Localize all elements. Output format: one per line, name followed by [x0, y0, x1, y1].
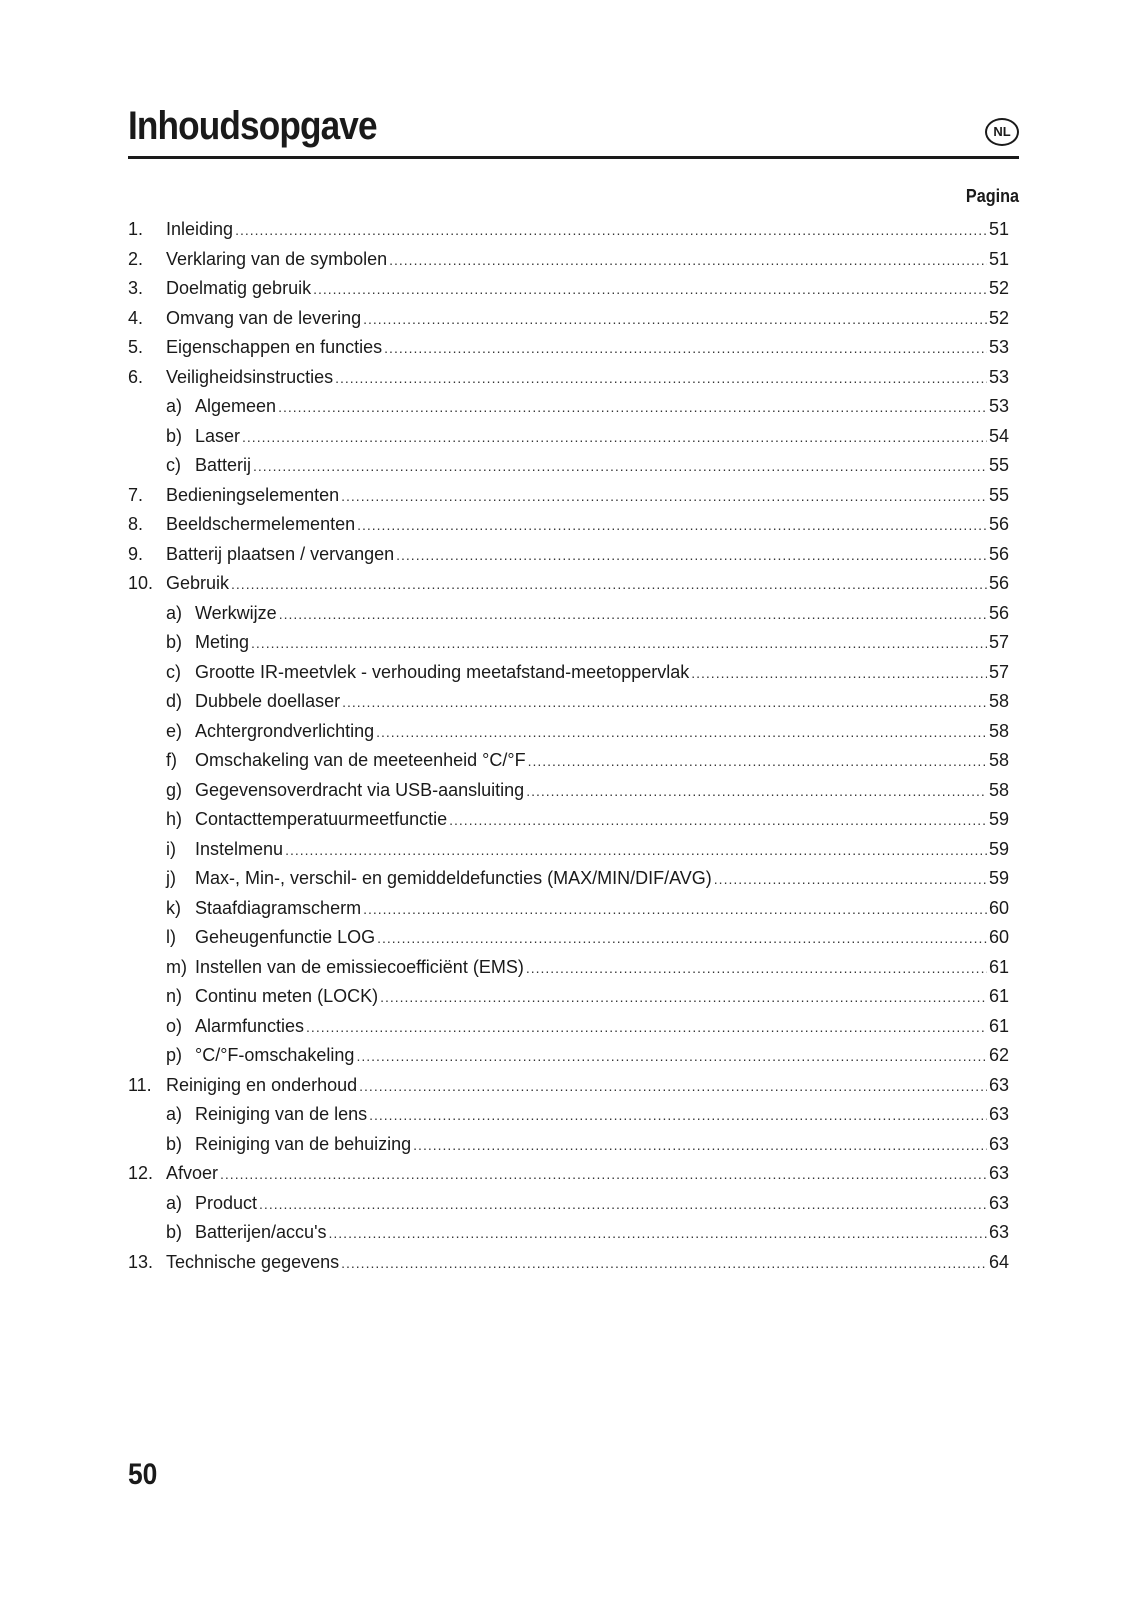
toc-entry-label: Inleiding — [166, 219, 234, 239]
toc-entry[interactable] — [128, 717, 1019, 747]
toc-entry-page: 58 — [988, 720, 1009, 741]
toc-entry-number: p) — [166, 1045, 183, 1065]
toc-entry-number: b) — [166, 632, 183, 652]
toc-entry-label: Instelmenu — [195, 838, 284, 859]
toc-entry-number: 12. — [128, 1163, 154, 1183]
toc-entry-label: Dubbele doellaser — [195, 691, 341, 711]
toc-entry-page: 56 — [988, 514, 1009, 534]
toc-entry[interactable] — [128, 864, 1019, 894]
toc-entry-number: 7. — [128, 484, 144, 505]
toc-entry-line — [195, 894, 1019, 925]
toc-entry-number: i) — [166, 838, 176, 859]
toc-entry-number: a) — [166, 1104, 183, 1124]
dot-leader — [231, 570, 987, 600]
toc-entry-number: 5. — [128, 337, 144, 357]
dot-leader — [313, 275, 987, 305]
toc-entry-line — [166, 274, 1019, 305]
toc-entry-page: 60 — [988, 897, 1009, 918]
toc-entry-page: 61 — [988, 1015, 1009, 1036]
toc-entry-label: Alarmfuncties — [195, 1015, 305, 1036]
toc-entry-line — [195, 864, 1019, 895]
toc-entry[interactable] — [128, 1100, 1019, 1130]
dot-leader — [251, 629, 987, 659]
dot-leader — [413, 1131, 987, 1161]
toc-entry-line — [195, 746, 1019, 777]
dot-leader — [278, 393, 987, 423]
toc-entry-line — [195, 982, 1019, 1013]
dot-leader — [714, 865, 987, 895]
toc-entry[interactable] — [128, 451, 1019, 481]
toc-entry-page: 60 — [988, 927, 1009, 947]
toc-entry-line — [195, 953, 1019, 984]
toc-entry-label: Eigenschappen en functies — [166, 337, 383, 357]
toc-entry-number: a) — [166, 396, 183, 416]
toc-entry-page: 53 — [988, 366, 1009, 387]
toc-entry-number: o) — [166, 1015, 183, 1036]
dot-leader — [369, 1101, 987, 1131]
toc-entry-page: 63 — [988, 1104, 1009, 1124]
toc-entry-page: 58 — [988, 779, 1009, 800]
toc-entry-label: Reiniging van de lens — [195, 1104, 368, 1124]
toc-entry-page: 53 — [988, 396, 1009, 416]
toc-entry[interactable] — [128, 953, 1019, 983]
toc-entry[interactable] — [128, 1012, 1019, 1042]
toc-entry-number: 9. — [128, 543, 144, 564]
toc-entry-line — [195, 451, 1019, 482]
toc-entry-label: Meting — [195, 632, 250, 652]
toc-entry-label: Gebruik — [166, 573, 230, 593]
dot-leader — [359, 1072, 987, 1102]
toc-entry-page: 56 — [988, 602, 1009, 623]
toc-entry-number: b) — [166, 425, 183, 446]
toc-entry-page: 63 — [988, 1222, 1009, 1242]
toc-entry[interactable] — [128, 333, 1019, 363]
toc-entry[interactable] — [128, 923, 1019, 953]
dot-leader — [235, 216, 987, 246]
toc-entry[interactable] — [128, 628, 1019, 658]
toc-entry-page: 51 — [988, 248, 1009, 269]
toc-entry[interactable] — [128, 363, 1019, 393]
toc-entry-line — [166, 1248, 1019, 1279]
dot-leader — [259, 1190, 987, 1220]
toc-entry-line — [166, 481, 1019, 512]
toc-entry-label: Technische gegevens — [166, 1251, 340, 1272]
toc-entry-page: 59 — [988, 809, 1009, 829]
toc-entry-line — [195, 422, 1019, 453]
toc-entry-label: Verklaring van de symbolen — [166, 248, 388, 269]
toc-entry-label: Afvoer — [166, 1163, 219, 1183]
dot-leader — [363, 305, 987, 335]
toc-entry-page: 61 — [988, 986, 1009, 1006]
dot-leader — [377, 924, 987, 954]
toc-entry-label: Beeldschermelementen — [166, 514, 356, 534]
dot-leader — [526, 954, 987, 984]
toc-entry[interactable] — [128, 1218, 1019, 1248]
toc-entry-line — [166, 333, 1019, 364]
toc-entry-page: 61 — [988, 956, 1009, 977]
dot-leader — [242, 423, 987, 453]
toc-entry-number: n) — [166, 986, 183, 1006]
toc-entry-label: Staafdiagramscherm — [195, 897, 362, 918]
toc-entry[interactable] — [128, 1189, 1019, 1219]
toc-entry-number: f) — [166, 750, 177, 770]
toc-entry-number: l) — [166, 927, 176, 947]
toc-entry-line — [195, 835, 1019, 866]
toc-entry[interactable] — [128, 687, 1019, 717]
toc-entry-number: a) — [166, 1192, 183, 1213]
toc-entry-number: h) — [166, 809, 183, 829]
toc-entry-line — [166, 215, 1019, 246]
toc-entry[interactable] — [128, 392, 1019, 422]
toc-entry-line — [195, 717, 1019, 748]
toc-entry-page: 55 — [988, 484, 1009, 505]
toc-entry-number: b) — [166, 1133, 183, 1154]
toc-entry[interactable] — [128, 1248, 1019, 1278]
toc-entry-number: a) — [166, 602, 183, 623]
toc-entry-number: 11. — [128, 1074, 152, 1095]
toc-entry-line — [166, 363, 1019, 394]
dot-leader — [341, 1249, 987, 1279]
toc-entry[interactable] — [128, 569, 1019, 599]
toc-entry-label: Bedieningselementen — [166, 484, 340, 505]
toc-entry-page: 63 — [988, 1163, 1009, 1183]
toc-entry-page: 59 — [988, 838, 1009, 859]
toc-entry-page: 53 — [988, 337, 1009, 357]
toc-entry-page: 57 — [988, 661, 1009, 682]
toc-entry-number: c) — [166, 661, 181, 682]
toc-entry-label: Achtergrondverlichting — [195, 720, 375, 741]
toc-entry-line — [195, 1100, 1019, 1131]
toc-entry-line — [195, 1130, 1019, 1161]
toc-entry-line — [195, 658, 1019, 689]
toc-entry-label: Laser — [195, 425, 241, 446]
dot-leader — [253, 452, 987, 482]
toc-entry-page: 63 — [988, 1074, 1009, 1095]
toc-entry[interactable] — [128, 1041, 1019, 1071]
toc-entry[interactable] — [128, 1130, 1019, 1160]
toc-entry-label: °C/°F-omschakeling — [195, 1045, 355, 1065]
toc-entry-page: 52 — [988, 278, 1009, 298]
toc-entry-number: 1. — [128, 219, 144, 239]
toc-entry-line — [166, 510, 1019, 541]
dot-leader — [526, 777, 987, 807]
toc-entry-number: 10. — [128, 573, 154, 593]
toc-entry-line — [166, 304, 1019, 335]
toc-entry-line — [166, 540, 1019, 571]
toc-entry[interactable] — [128, 1159, 1019, 1189]
toc-entry-label: Werkwijze — [195, 602, 277, 623]
toc-entry-line — [166, 245, 1019, 276]
toc-entry[interactable] — [128, 245, 1019, 275]
language-badge: NL — [985, 118, 1019, 146]
dot-leader — [335, 364, 987, 394]
toc-entry-label: Batterijen/accu's — [195, 1222, 327, 1242]
toc-entry[interactable] — [128, 746, 1019, 776]
toc-entry-label: Omschakeling van de meeteenheid °C/°F — [195, 750, 526, 770]
dot-leader — [357, 511, 987, 541]
toc-entry-label: Doelmatig gebruik — [166, 278, 312, 298]
dot-leader — [528, 747, 987, 777]
toc-entry-number: d) — [166, 691, 183, 711]
toc-entry-label: Gegevensoverdracht via USB-aansluiting — [195, 779, 525, 800]
toc-entry-label: Batterij plaatsen / vervangen — [166, 543, 395, 564]
toc-entry-label: Max-, Min-, verschil- en gemiddeldefuncties (MAX/MIN/DIF/AVG) — [195, 868, 712, 888]
toc-entry-page: 56 — [988, 543, 1009, 564]
dot-leader — [220, 1160, 987, 1190]
toc-entry[interactable] — [128, 422, 1019, 452]
toc-entry-number: g) — [166, 779, 183, 800]
dot-leader — [449, 806, 987, 836]
toc-entry[interactable] — [128, 776, 1019, 806]
toc-entry-line — [195, 805, 1019, 836]
toc-entry-page: 59 — [988, 868, 1009, 888]
toc-entry[interactable] — [128, 805, 1019, 835]
toc-entry-label: Continu meten (LOCK) — [195, 986, 379, 1006]
toc-entry-line — [195, 687, 1019, 718]
dot-leader — [356, 1042, 987, 1072]
toc-entry-line — [195, 1189, 1019, 1220]
dot-leader — [376, 718, 987, 748]
toc-entry-label: Instellen van de emissiecoefficiënt (EMS) — [195, 956, 524, 977]
toc-entry-line — [195, 599, 1019, 630]
toc-entry-number: e) — [166, 720, 183, 741]
toc-entry-line — [195, 1218, 1019, 1249]
toc-entry-line — [166, 569, 1019, 600]
dot-leader — [329, 1219, 987, 1249]
toc-entry-label: Grootte IR-meetvlek - verhouding meetafstand-meetoppervlak — [195, 661, 690, 682]
toc-entry[interactable] — [128, 658, 1019, 688]
toc-entry[interactable] — [128, 481, 1019, 511]
toc-entry[interactable] — [128, 894, 1019, 924]
toc-entry-label: Reiniging en onderhoud — [166, 1074, 358, 1095]
toc-entry-line — [166, 1071, 1019, 1102]
dot-leader — [306, 1013, 987, 1043]
toc-entry-label: Contacttemperatuurmeetfunctie — [195, 809, 448, 829]
toc-entry[interactable] — [128, 304, 1019, 334]
toc-entry-line — [195, 1012, 1019, 1043]
toc-entry-label: Algemeen — [195, 396, 277, 416]
toc-entry[interactable] — [128, 215, 1019, 245]
toc-entry-page: 64 — [988, 1251, 1009, 1272]
dot-leader — [342, 688, 987, 718]
toc-entry-line — [166, 1159, 1019, 1190]
dot-leader — [396, 541, 987, 571]
toc-entry-label: Omvang van de levering — [166, 307, 362, 328]
toc-entry[interactable] — [128, 540, 1019, 570]
toc-entry-page: 58 — [988, 750, 1009, 770]
dot-leader — [691, 659, 987, 689]
toc-entry-line — [195, 1041, 1019, 1072]
toc-entry-number: 3. — [128, 278, 144, 298]
dot-leader — [389, 246, 987, 276]
toc-entry[interactable] — [128, 274, 1019, 304]
dot-leader — [384, 334, 987, 364]
toc-entry[interactable] — [128, 835, 1019, 865]
toc-entry-number: b) — [166, 1222, 183, 1242]
toc-entry-page: 51 — [988, 219, 1009, 239]
toc-entry-number: 13. — [128, 1251, 154, 1272]
toc-entry-page: 63 — [988, 1192, 1009, 1213]
toc-entry-page: 57 — [988, 632, 1009, 652]
toc-entry-page: 52 — [988, 307, 1009, 328]
toc-entry-label: Product — [195, 1192, 258, 1213]
toc-entry-page: 54 — [988, 425, 1009, 446]
toc-entry-number: 2. — [128, 248, 144, 269]
page-number: 50 — [128, 1458, 158, 1491]
toc-entry-line — [195, 392, 1019, 423]
toc-entry-line — [195, 776, 1019, 807]
toc-entry-line — [195, 628, 1019, 659]
toc-entry-number: c) — [166, 455, 181, 475]
toc-entry-number: m) — [166, 956, 187, 977]
dot-leader — [341, 482, 987, 512]
toc-entry[interactable] — [128, 982, 1019, 1012]
toc-entry[interactable] — [128, 599, 1019, 629]
toc-entry-label: Batterij — [195, 455, 252, 475]
toc-entry-number: 8. — [128, 514, 144, 534]
dot-leader — [285, 836, 987, 866]
toc-entry-label: Veiligheidsinstructies — [166, 366, 334, 387]
toc-entry-label: Reiniging van de behuizing — [195, 1133, 412, 1154]
page-title: Inhoudsopgave — [128, 104, 377, 148]
toc-entry[interactable] — [128, 1071, 1019, 1101]
page-column-label: Pagina — [965, 186, 1019, 206]
dot-leader — [279, 600, 987, 630]
toc-entry-page: 62 — [988, 1045, 1009, 1065]
toc-entry-page: 63 — [988, 1133, 1009, 1154]
toc-entry-page: 58 — [988, 691, 1009, 711]
toc-entry-number: j) — [166, 868, 176, 888]
toc-entry-page: 55 — [988, 455, 1009, 475]
title-underline — [128, 156, 1019, 159]
toc-entry-number: k) — [166, 897, 181, 918]
toc-entry-label: Geheugenfunctie LOG — [195, 927, 376, 947]
dot-leader — [380, 983, 987, 1013]
dot-leader — [363, 895, 987, 925]
toc-entry-number: 6. — [128, 366, 144, 387]
table-of-contents — [128, 215, 1019, 1277]
toc-entry-line — [195, 923, 1019, 954]
toc-entry-page: 56 — [988, 573, 1009, 593]
toc-entry[interactable] — [128, 510, 1019, 540]
toc-entry-number: 4. — [128, 307, 144, 328]
